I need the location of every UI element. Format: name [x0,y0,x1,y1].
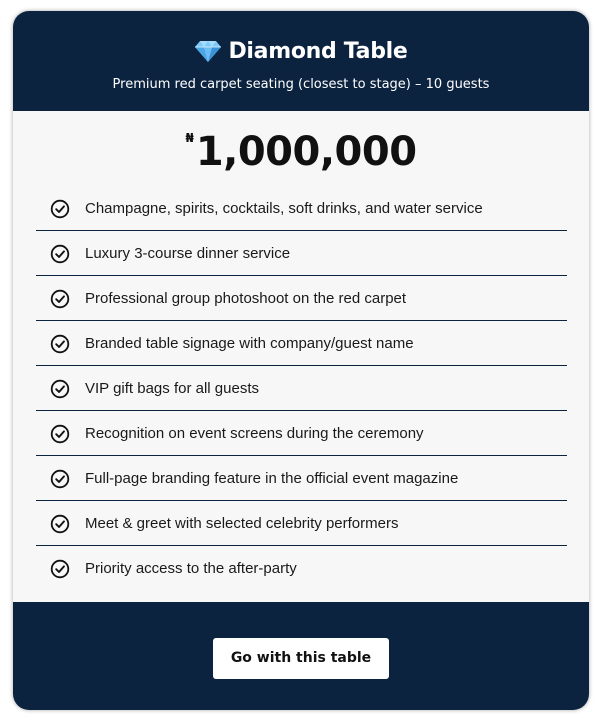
check-circle-icon [50,334,70,354]
feature-text: Branded table signage with company/guest name [85,335,414,352]
pricing-card [13,11,589,710]
card-title: Diamond Table [228,38,408,64]
feature-item [13,456,589,501]
card-footer [13,602,589,710]
select-table-button[interactable]: Go with this table [213,638,389,679]
price-amount: 1,000,000 [195,128,417,175]
feature-item [13,321,589,366]
feature-text: Priority access to the after-party [85,560,297,577]
card-header [13,11,589,111]
feature-text: Meet & greet with selected celebrity performers [85,515,399,532]
feature-list [13,186,589,591]
feature-item [13,366,589,411]
feature-text: Professional group photoshoot on the red carpet [85,290,407,307]
title-row [13,11,589,69]
diamond-icon [194,39,222,63]
check-circle-icon [50,379,70,399]
currency-symbol: ₦ [185,130,194,145]
feature-item [13,546,589,591]
check-circle-icon [50,289,70,309]
price-row [13,111,589,188]
check-circle-icon [50,199,70,219]
card-subtitle: Premium red carpet seating (closest to stage) – 10 guests [112,77,490,92]
check-circle-icon [50,514,70,534]
feature-item [13,186,589,231]
check-circle-icon [50,424,70,444]
feature-text: Champagne, spirits, cocktails, soft drinks, and water service [85,200,483,217]
check-circle-icon [50,244,70,264]
feature-text: Luxury 3-course dinner service [85,245,291,262]
feature-text: Full-page branding feature in the official event magazine [85,470,459,487]
feature-item [13,501,589,546]
feature-item [13,411,589,456]
check-circle-icon [50,559,70,579]
feature-text: VIP gift bags for all guests [85,380,259,397]
feature-text: Recognition on event screens during the ceremony [85,425,424,442]
check-circle-icon [50,469,70,489]
feature-item [13,276,589,321]
feature-item [13,231,589,276]
